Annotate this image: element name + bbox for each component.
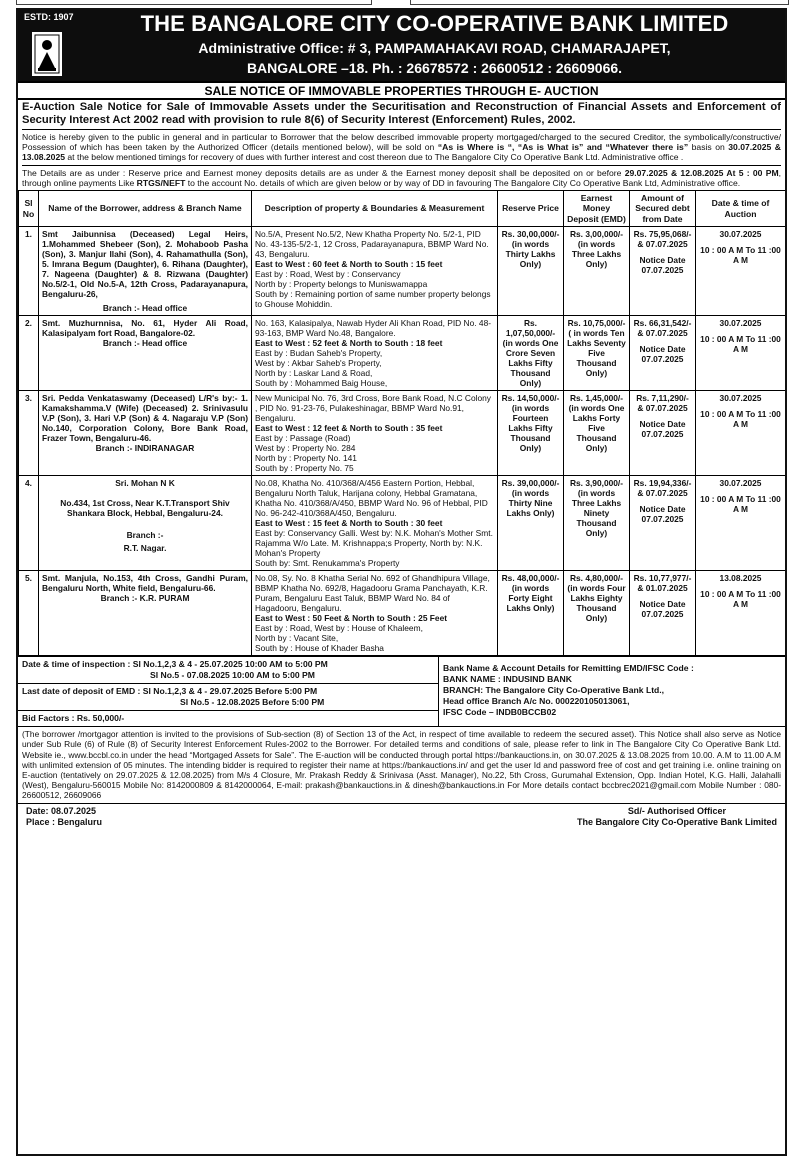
table-row bbox=[19, 391, 786, 476]
col-header-description: Description of property & Boundaries & Measurement bbox=[252, 191, 498, 227]
table-row bbox=[19, 316, 786, 391]
boundary: West by : Property No. 284 bbox=[255, 443, 356, 454]
reserve-price: Rs. 48,00,000/- (in words Forty Eight Lakhs Only) bbox=[498, 571, 564, 656]
sl-cell: 4. bbox=[19, 476, 39, 571]
auction-cell bbox=[696, 391, 786, 476]
emd-last-dates bbox=[18, 684, 438, 711]
boundary: East by : Road, West by : House of Khaleem, bbox=[255, 623, 423, 634]
branch-name: Branch :- K.R. PURAM bbox=[100, 593, 190, 604]
measurement: East to West : 60 feet & North to South : 15 feet bbox=[255, 259, 443, 270]
auction-cell bbox=[696, 476, 786, 571]
bank-line: BANK NAME : INDUSIND BANK bbox=[443, 674, 572, 685]
auction-time: 10 : 00 A M To 11 :00 A M bbox=[700, 245, 781, 266]
description-cell bbox=[252, 476, 498, 571]
auction-date: 30.07.2025 bbox=[719, 229, 762, 240]
auction-time: 10 : 00 A M To 11 :00 A M bbox=[700, 409, 781, 430]
bank-title: THE BANGALORE CITY CO-OPERATIVE BANK LIMITED bbox=[140, 11, 729, 36]
emd-amount: Rs. 10,75,000/- ( in words Ten Lakhs Seventy Five Thousand Only) bbox=[564, 316, 630, 391]
borrower-cell bbox=[39, 391, 252, 476]
emd-amount: Rs. 4,80,000/- (in words Four Lakhs Eighty Thousand Only) bbox=[564, 571, 630, 656]
auction-cell bbox=[696, 316, 786, 391]
sl-cell: 5. bbox=[19, 571, 39, 656]
sale-notice-title: SALE NOTICE OF IMMOVABLE PROPERTIES THROUGH E- AUCTION bbox=[18, 81, 785, 100]
address-phone: BANGALORE –18. Ph. : 26678572 : 26600512 : 26609066. bbox=[246, 60, 623, 76]
inspection-details bbox=[18, 657, 439, 726]
table-row bbox=[19, 476, 786, 571]
col-header-secured: Amount of Secured debt from Date bbox=[630, 191, 696, 227]
table-header-row bbox=[19, 191, 786, 227]
secured-debt-cell bbox=[630, 316, 696, 391]
signature-block bbox=[18, 803, 785, 828]
sl-cell: 1. bbox=[19, 227, 39, 316]
sl-cell: 2. bbox=[19, 316, 39, 391]
inspection-dates bbox=[18, 657, 438, 684]
secured-debt: Rs. 7,11,290/- & 07.07.2025 bbox=[636, 393, 689, 414]
boundary: North by : Vacant Site, bbox=[255, 633, 339, 644]
reserve-price: Rs. 30,00,000/- (in words Thirty Lakhs Only) bbox=[498, 227, 564, 316]
measurement: East to West : 15 feet & North to South : 30 feet bbox=[255, 518, 443, 529]
col-header-name: Name of the Borrower, address & Branch Name bbox=[39, 191, 252, 227]
notice-date: Notice Date 07.07.2025 bbox=[639, 504, 686, 525]
branch-name: Branch :- INDIRANAGAR bbox=[95, 443, 195, 454]
auction-date: 13.08.2025 bbox=[719, 573, 762, 584]
borrower-name: Sri. Pedda Venkataswamy (Deceased) L/R's by:- 1. Kamakshamma.V (Wife) (Deceased) 2. Srinivasulu V.P (Son), 3. Hari V.P (Son) & 4. Nagaraju V.P (Son) No.140, Corporation Colony, Bore Bank Road, Frazer Town, Bengaluru-46. bbox=[42, 393, 248, 444]
boundary: South by: Smt. Renukamma's Property bbox=[255, 558, 400, 569]
bank-account-details bbox=[439, 657, 785, 726]
measurement: East to West : 50 Feet & North to South : 25 Feet bbox=[255, 613, 448, 624]
clipping-edge-right bbox=[410, 0, 789, 5]
bank-line: BRANCH: The Bangalore City Co-Operative Bank Ltd., bbox=[443, 685, 665, 696]
property-description: No.5/A, Present No.5/2, New Khatha Property No. 5/2-1, PID No. 43-135-5/2-1, 12 Cross, Padarayanapura, BBMP Ward No. 43, Bengaluru. bbox=[255, 229, 489, 260]
bank-line: Bank Name & Account Details for Remitting EMD/IFSC Code : bbox=[443, 663, 694, 674]
date-place bbox=[26, 806, 102, 828]
measurement: East to West : 52 feet & North to South : 18 feet bbox=[255, 338, 443, 349]
boundary: East by : Budan Saheb's Property, bbox=[255, 348, 383, 359]
sl-cell: 3. bbox=[19, 391, 39, 476]
secured-debt: Rs. 75,95,068/- & 07.07.2025 bbox=[633, 229, 692, 250]
boundary: North by : Property No. 141 bbox=[255, 453, 357, 464]
boundary: North by : Laskar Land & Road, bbox=[255, 368, 373, 379]
branch-label: Branch :- bbox=[126, 530, 164, 541]
borrower-cell bbox=[39, 571, 252, 656]
notice-paragraph: Notice is hereby given to the public in general and in particular to Borrower that the below described immovable property mortgaged/charged to the secured Creditor, the symbolically/constructive/ Possession of which has been taken by the Authorized Officer (details mentioned below), will be sold on “As is Where is “, “As is What is” and “Whatever there is” basis on 30.07.2025 & 13.08.2025 at the below mentioned timings for recovery of dues with further interest and cost thereon due to The Bangalore City Co Operative Bank Ltd. Administrative office . bbox=[22, 129, 781, 163]
bid-factor: Bid Factors : Rs. 50,000/- bbox=[22, 713, 125, 724]
notice-date: Notice Date 07.07.2025 bbox=[639, 255, 686, 276]
bank-logo-icon bbox=[32, 32, 62, 76]
branch-name: Branch :- Head office bbox=[102, 303, 188, 314]
branch-name: Branch :- Head office bbox=[102, 338, 188, 349]
borrower-cell bbox=[39, 316, 252, 391]
auction-cell bbox=[696, 571, 786, 656]
signatory-line: Sd/- Authorised Officer bbox=[627, 805, 727, 816]
secured-debt-cell bbox=[630, 391, 696, 476]
description-cell bbox=[252, 227, 498, 316]
borrower-name: Smt. Manjula, No.153, 4th Cross, Gandhi Puram, Bengaluru North, White field, Bengaluru-66. bbox=[42, 573, 248, 594]
description-cell bbox=[252, 571, 498, 656]
emd-last-line: Last date of deposit of EMD : Sl No.1,2,3 & 4 - 29.07.2025 Before 5:00 PM bbox=[22, 686, 318, 697]
boundary: West by : Akbar Saheb's Property, bbox=[255, 358, 382, 369]
reserve-price: Rs. 14,50,000/- (in words Fourteen Lakhs Fifty Thousand Only) bbox=[498, 391, 564, 476]
col-header-sl: Sl No bbox=[19, 191, 39, 227]
notice-date: Notice Date 07.07.2025 bbox=[639, 599, 686, 620]
boundary: South by : Property No. 75 bbox=[255, 463, 354, 474]
col-header-reserve: Reserve Price bbox=[498, 191, 564, 227]
auction-date: 30.07.2025 bbox=[719, 318, 762, 329]
borrower-name: Smt. Muzhurnnisa, No. 61, Hyder Ali Road, Kalasipalyam fort Road, Bangalore-02. bbox=[42, 318, 248, 339]
boundary: East by: Conservancy Galli. West by: N.K. Mohan's Mother Smt. Rajamma W/o Late. M. Krishnappa;s Property, North by: N.K. Mohan's Property bbox=[255, 528, 493, 559]
secured-debt: Rs. 19,94,336/- & 07.07.2025 bbox=[633, 478, 692, 499]
property-description: No.08, Khatha No. 410/368/A/456 Eastern Portion, Hebbal, Bengaluru North Taluk, Harijana colony, Hebbal Gramatana, Khatha No. 410/368/A/450, BBMP Ward No. 96 of Hebbal, PID No. 96-242-410/368A/450, Bengaluru. bbox=[255, 478, 488, 519]
description-cell bbox=[252, 391, 498, 476]
auction-notice bbox=[16, 8, 787, 1156]
clipping-edge-left bbox=[16, 0, 372, 5]
col-header-emd: Earnest Money Deposit (EMD) bbox=[564, 191, 630, 227]
details-paragraph: The Details are as under : Reserve price and Earnest money deposits details are as under & the Earnest money deposit shall be deposited on or before 29.07.2025 & 12.08.2025 At 5 : 00 PM, through online payments Like RTGS/NEFT to the account No. details of which are given below or by way of DD in favouring The Bangalore City Co Operative Bank Ltd, Administrative office. bbox=[22, 165, 781, 188]
secured-debt: Rs. 66,31,542/- & 07.07.2025 bbox=[633, 318, 692, 339]
intro-section bbox=[18, 98, 785, 188]
property-description: No.08, Sy. No. 8 Khatha Serial No. 692 of Ghandhipura Village, BBMP Khatha No. 692/8, Hagadooru Grama Panchayath, K.R. Puram, Bengaluru East Taluk, BBMP Ward No. 84 of Hagadooru, Bengaluru. bbox=[255, 573, 490, 614]
eauction-heading: E-Auction Sale Notice for Sale of Immovable Assets under the Securitisation and Reconstruction of Financial Assets and Enforcement of Security Interest Act 2002 read with provision to rule 8(6) of Security Interest (Enforcement) Rules, 2002. bbox=[22, 101, 781, 126]
notice-header bbox=[18, 10, 785, 98]
branch-name: R.T. Nagar. bbox=[123, 543, 167, 554]
secured-debt-cell bbox=[630, 571, 696, 656]
borrower-cell bbox=[39, 476, 252, 571]
table-row bbox=[19, 571, 786, 656]
auction-time: 10 : 00 A M To 11 :00 A M bbox=[700, 334, 781, 355]
bank-line: IFSC Code – INDB0BCCB02 bbox=[443, 707, 557, 718]
auction-time: 10 : 00 A M To 11 :00 A M bbox=[700, 589, 781, 610]
borrower-name: Sri. Mohan N K bbox=[115, 478, 175, 489]
boundary: North by : Property belongs to Muniswamappa bbox=[255, 279, 428, 290]
signatory-bank: The Bangalore City Co-Operative Bank Limited bbox=[576, 816, 777, 827]
reserve-price: Rs. 1,07,50,000/- (in words One Crore Seven Lakhs Fifty Thousand Only) bbox=[498, 316, 564, 391]
emd-last-line: Sl No.5 - 12.08.2025 Before 5:00 PM bbox=[180, 697, 325, 708]
notice-date: Notice Date 07.07.2025 bbox=[639, 419, 686, 440]
description-cell bbox=[252, 316, 498, 391]
borrower-cell bbox=[39, 227, 252, 316]
boundary: East by : Passage (Road) bbox=[255, 433, 351, 444]
boundary: South by : House of Khader Basha bbox=[255, 643, 384, 654]
notice-date-line: Date: 08.07.2025 bbox=[26, 805, 97, 816]
auction-time: 10 : 00 A M To 11 :00 A M bbox=[700, 494, 781, 515]
inspection-line: Sl No.5 - 07.08.2025 10:00 AM to 5:00 PM bbox=[150, 670, 315, 681]
secured-debt: Rs. 10,77,977/- & 01.07.2025 bbox=[633, 573, 692, 594]
authorised-signatory bbox=[577, 806, 777, 828]
boundary: South by : Remaining portion of same number property belongs to Ghouse Mohiddin. bbox=[255, 289, 491, 310]
secured-debt-cell bbox=[630, 227, 696, 316]
secured-debt-cell bbox=[630, 476, 696, 571]
emd-amount: Rs. 1,45,000/- (in words One Lakhs Forty Five Thousand Only) bbox=[564, 391, 630, 476]
boundary: South by : Mohammed Baig House, bbox=[255, 378, 388, 389]
established-year: ESTD: 1907 bbox=[24, 12, 74, 22]
auction-cell bbox=[696, 227, 786, 316]
bank-line: Head office Branch A/c No. 000220105013061, bbox=[443, 696, 630, 707]
borrower-address: No.434, 1st Cross, Near K.T.Transport Shiv Shankara Block, Hebbal, Bengaluru-24. bbox=[60, 498, 230, 519]
terms-notes: (The borrower /mortgagor attention is invited to the provisions of Sub-section (8) of Section 13 of the Act, in respect of time available to redeem the secured asset). This Notice shall also serve as Notice under Sub Rule (6) of Rule (8) of Security Interest Enforcement Rules-2002 to the Borrower. For detailed terms and conditions of sale, please refer to link in The Bangalore City Co Operative Bank Ltd. Website ie., www.bccbl.co.in under the head “Mortgaged Assets for Sale”. The E-auction will be conducted through portal https://bankauctions.in, on 30.07.2025 & 13.08.2025 from 10.00. A.M to 11.00 A.M with unlimited extension of 05 minutes. The intending bidder is required to register their name at https://bankauctions.in/ and get the user Id and password free of cost and get training i.e. online training on E-auction (tentatively on 29.07.2025 & 12.08.2025) from M/s 4 Closure, Mr. Prakash Reddy & Srinivasa (Asst. Manager), No.22, 5th Cross, Gurumahal Extension, Opp. Indian Hotel, K.G. Halli, Jalahalli (West), Bengaluru-560015 Mobile No: 8142000809 & 8142000064, E-mail: prakash@bankauctions.in & dinesh@bankauctions.in For More details contact bccbrec2021@gmail.com Mobile Number : 080-26600512, 26609066 bbox=[18, 726, 785, 802]
table-row bbox=[19, 227, 786, 316]
boundary: East by : Road, West by : Conservancy bbox=[255, 269, 401, 280]
auction-date: 30.07.2025 bbox=[719, 478, 762, 489]
properties-table bbox=[18, 190, 786, 656]
administrative-office: Administrative Office: # 3, PAMPAMAHAKAVI ROAD, CHAMARAJAPET, bbox=[198, 40, 671, 56]
notice-date: Notice Date 07.07.2025 bbox=[639, 344, 686, 365]
measurement: East to West : 12 feet & North to South : 35 feet bbox=[255, 423, 443, 434]
auction-date: 30.07.2025 bbox=[719, 393, 762, 404]
emd-amount: Rs. 3,00,000/- (in words Three Lakhs Only) bbox=[564, 227, 630, 316]
inspection-line: Date & time of inspection : Sl No.1,2,3 & 4 - 25.07.2025 10:00 AM to 5:00 PM bbox=[22, 659, 328, 670]
emd-amount: Rs. 3,90,000/- (in words Three Lakhs Ninety Thousand Only) bbox=[564, 476, 630, 571]
reserve-price: Rs. 39,00,000/- (in words Thirty Nine Lakhs Only) bbox=[498, 476, 564, 571]
place-line: Place : Bengaluru bbox=[26, 816, 103, 827]
inspection-bank-box bbox=[18, 656, 785, 726]
property-description: No. 163, Kalasipalya, Nawab Hyder Ali Khan Road, PID No. 48-93-163, BMP Ward No.48, Bangalore. bbox=[255, 318, 492, 339]
property-description: New Municipal No. 76, 3rd Cross, Bore Bank Road, N.C Colony , PID No. 91-23-76, Pulakeshinagar, BBMP Ward No.91, Bengaluru. bbox=[255, 393, 491, 424]
col-header-auction: Date & time of Auction bbox=[696, 191, 786, 227]
borrower-name: Smt Jaibunnisa (Deceased) Legal Heirs, 1.Mohammed Shebeer (Son), 2. Mohaboob Pasha (Son), 3. Manjur Ilahi (Son), 4. Rahamathulla (Son), 5. Imrana Begum (Daughter), 6. Rihana (Daughter), 7. Nageena (Daughter) & 8. Rizwana (Daughter) No.5/2-1, Old No.5-A, 12th Cross, Padarayanapura, Bengaluru-26, bbox=[42, 229, 248, 300]
